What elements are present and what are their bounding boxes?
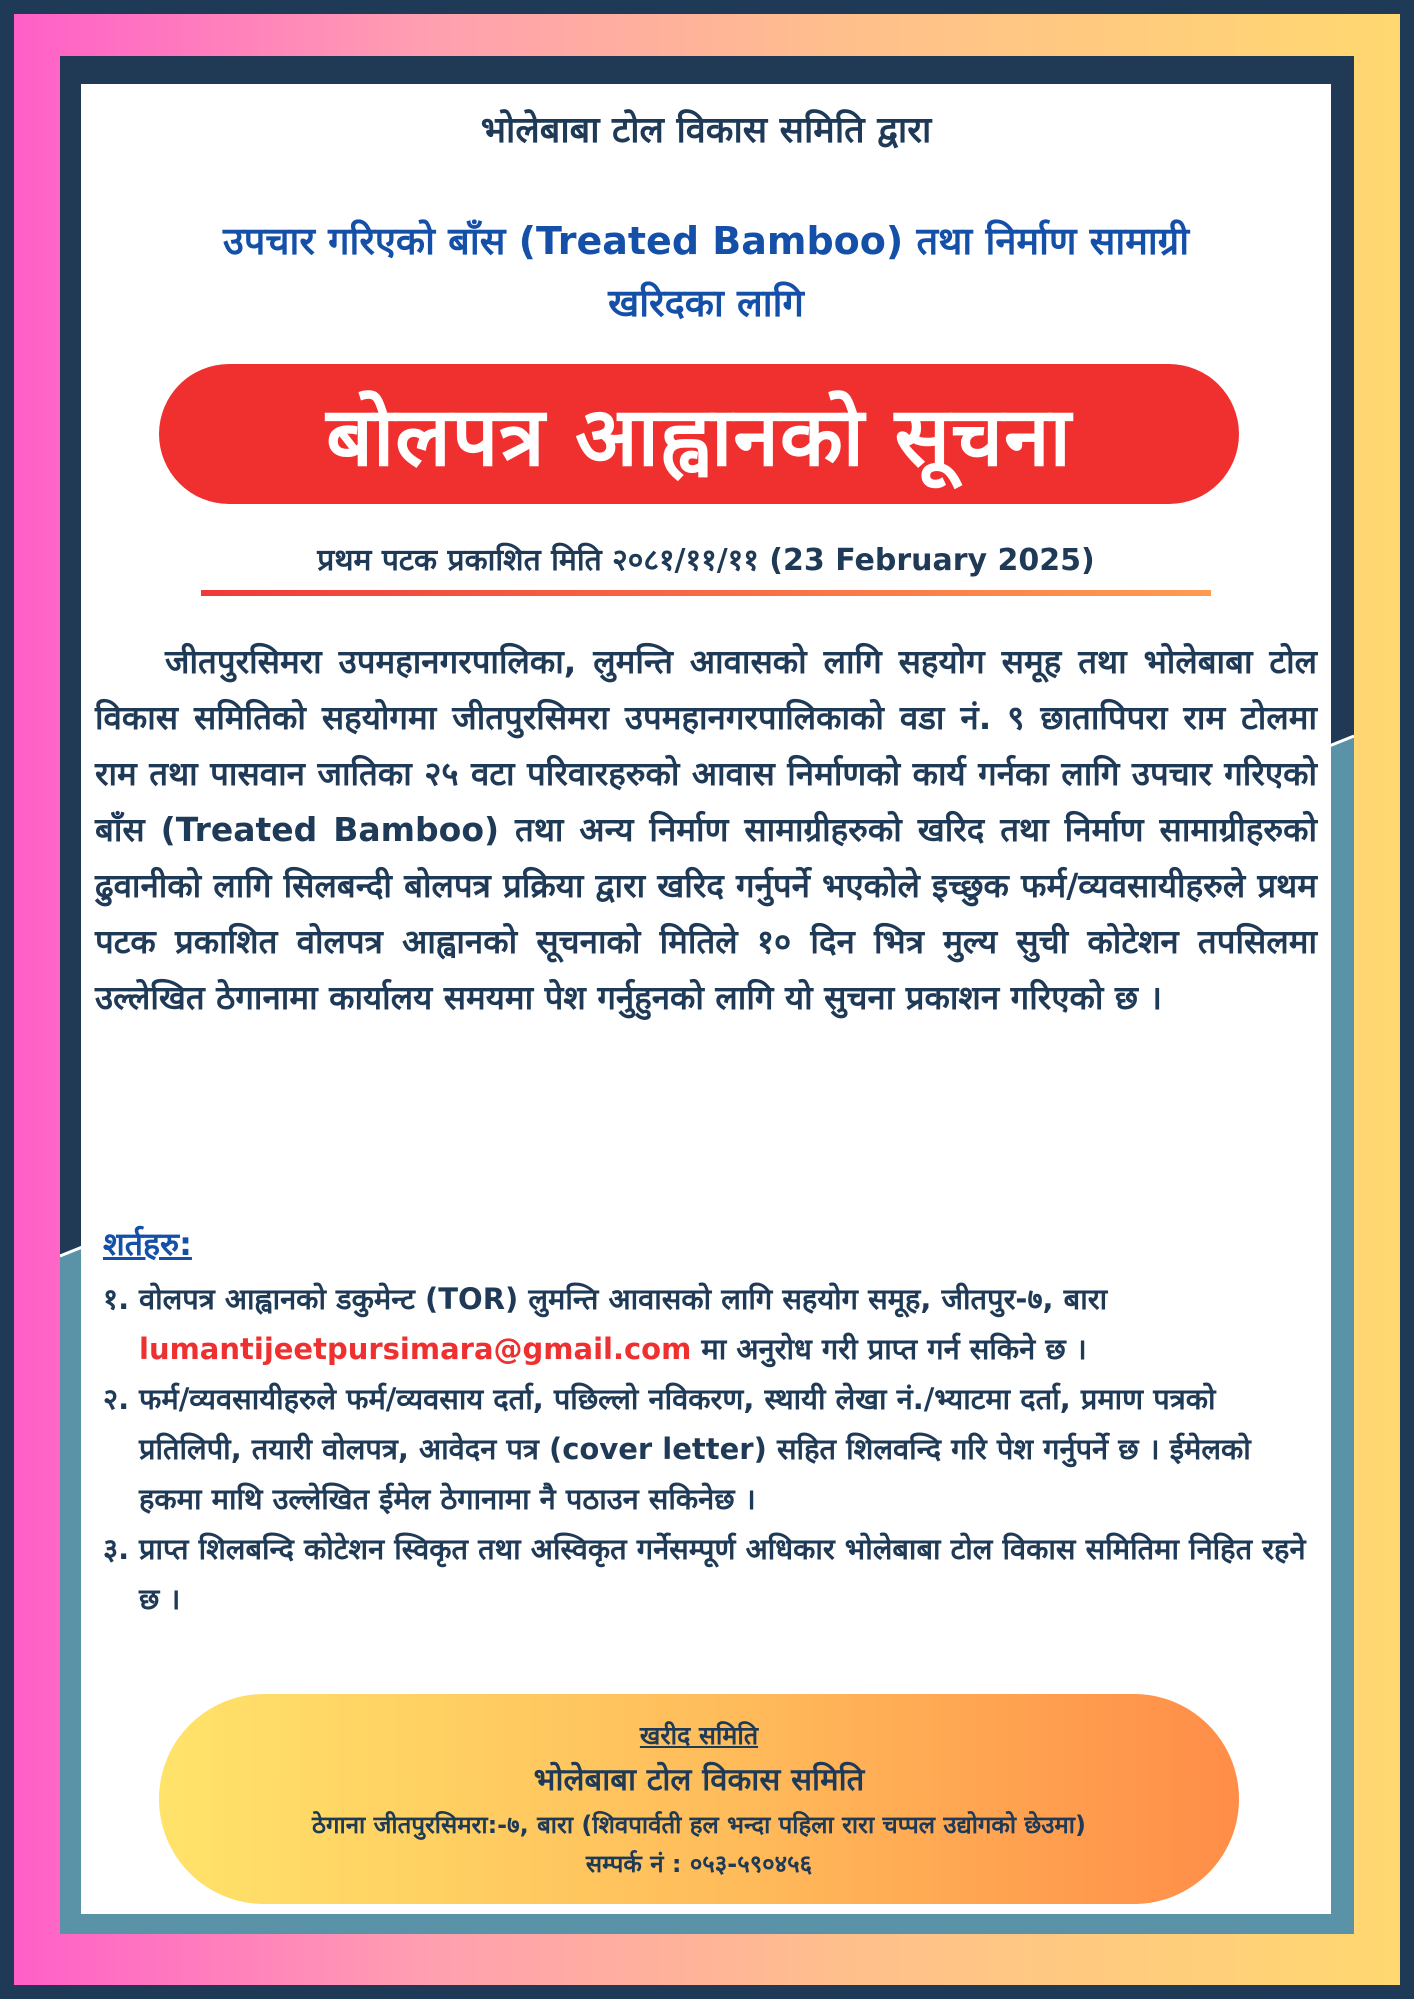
- condition-text: फर्म/व्यवसायीहरुले फर्म/व्यवसाय दर्ता, पछिल्लो नविकरण, स्थायी लेखा नं./भ्याटमा दर्ता, प्रमाण पत्रको प्रतिलिपी, तयारी वोलपत्र, आवेदन पत्र (cover letter) सहित शिलवन्दि गरि पेश गर्नुपर्ने छ । ईमेलको हकमा माथि उल्लेखित ईमेल ठेगानामा नै पठाउन सकिनेछ ।: [139, 1382, 1251, 1516]
- condition-text-part: वोलपत्र आह्वानको डकुमेन्ट (TOR) लुमन्ति आवासको लागि सहयोग समूह, जीतपुर-७, बारा: [139, 1282, 1108, 1316]
- footer-org-name: भोलेबाबा टोल विकास समिति: [533, 1762, 865, 1798]
- committee-label: खरीद समिति: [639, 1721, 759, 1750]
- publish-date: प्रथम पटक प्रकाशित मिति २०८१/११/११ (23 February 2025): [317, 543, 1095, 578]
- condition-number: २.: [103, 1382, 130, 1416]
- email-link[interactable]: lumantijeetpursimara@gmail.com: [139, 1332, 692, 1366]
- condition-text-part: मा अनुरोध गरी प्राप्त गर्न सकिने छ ।: [691, 1332, 1087, 1366]
- condition-number: १.: [103, 1282, 130, 1316]
- footer-contact-number: सम्पर्क नं : ०५३-५९०४५६: [585, 1850, 813, 1878]
- notice-title: बोलपत्र आह्वानको सूचना: [326, 390, 1072, 485]
- issuer-heading: भोलेबाबा टोल विकास समिति द्वारा: [480, 110, 932, 151]
- conditions-heading: शर्तहरु:: [103, 1225, 192, 1263]
- condition-item: [103, 1374, 1313, 1524]
- condition-item: [103, 1524, 1313, 1624]
- conditions-list: [103, 1274, 1313, 1624]
- notice-paper: [81, 84, 1331, 1914]
- condition-text: [139, 1274, 1313, 1374]
- date-underline: [201, 590, 1211, 596]
- condition-item: [103, 1274, 1313, 1374]
- condition-number: ३.: [103, 1532, 130, 1566]
- subject-heading: उपचार गरिएको बाँस (Treated Bamboo) तथा निर्माण सामाग्री खरिदका लागि: [222, 219, 1190, 325]
- notice-body-paragraph: जीतपुरसिमरा उपमहानगरपालिका, लुमन्ति आवासको लागि सहयोग समूह तथा भोलेबाबा टोल विकास समितिको सहयोगमा जीतपुरसिमरा उपमहानगरपालिकाको वडा नं. ९ छातापिपरा राम टोलमा राम तथा पासवान जातिका २५ वटा परिवारहरुको आवास निर्माणको कार्य गर्नका लागि उपचार गरिएको बाँस (Treated Bamboo) तथा अन्य निर्माण सामाग्रीहरुको खरिद तथा निर्माण सामाग्रीहरुको ढुवानीको लागि सिलबन्दी बोलपत्र प्रक्रिया द्वारा खरिद गर्नुपर्ने भएकोले इच्छुक फर्म/व्यवसायीहरुले प्रथम पटक प्रकाशित वोलपत्र आह्वानको सूचनाको मितिले १० दिन भित्र मुल्य सुची कोटेशन तपसिलमा उल्लेखित ठेगानामा कार्यालय समयमा पेश गर्नुहुनको लागि यो सुचना प्रकाशन गरिएको छ ।: [95, 642, 1317, 1017]
- title-banner: [159, 364, 1239, 504]
- footer-contact-block: [159, 1694, 1239, 1904]
- condition-text: प्राप्त शिलबन्दि कोटेशन स्विकृत तथा अस्विकृत गर्नेसम्पूर्ण अधिकार भोलेबाबा टोल विकास समितिमा निहित रहने छ ।: [139, 1532, 1306, 1616]
- footer-address: ठेगाना जीतपुरसिमरा:-७, बारा (शिवपार्वती हल भन्दा पहिला रारा चप्पल उद्योगको छेउमा): [312, 1811, 1086, 1839]
